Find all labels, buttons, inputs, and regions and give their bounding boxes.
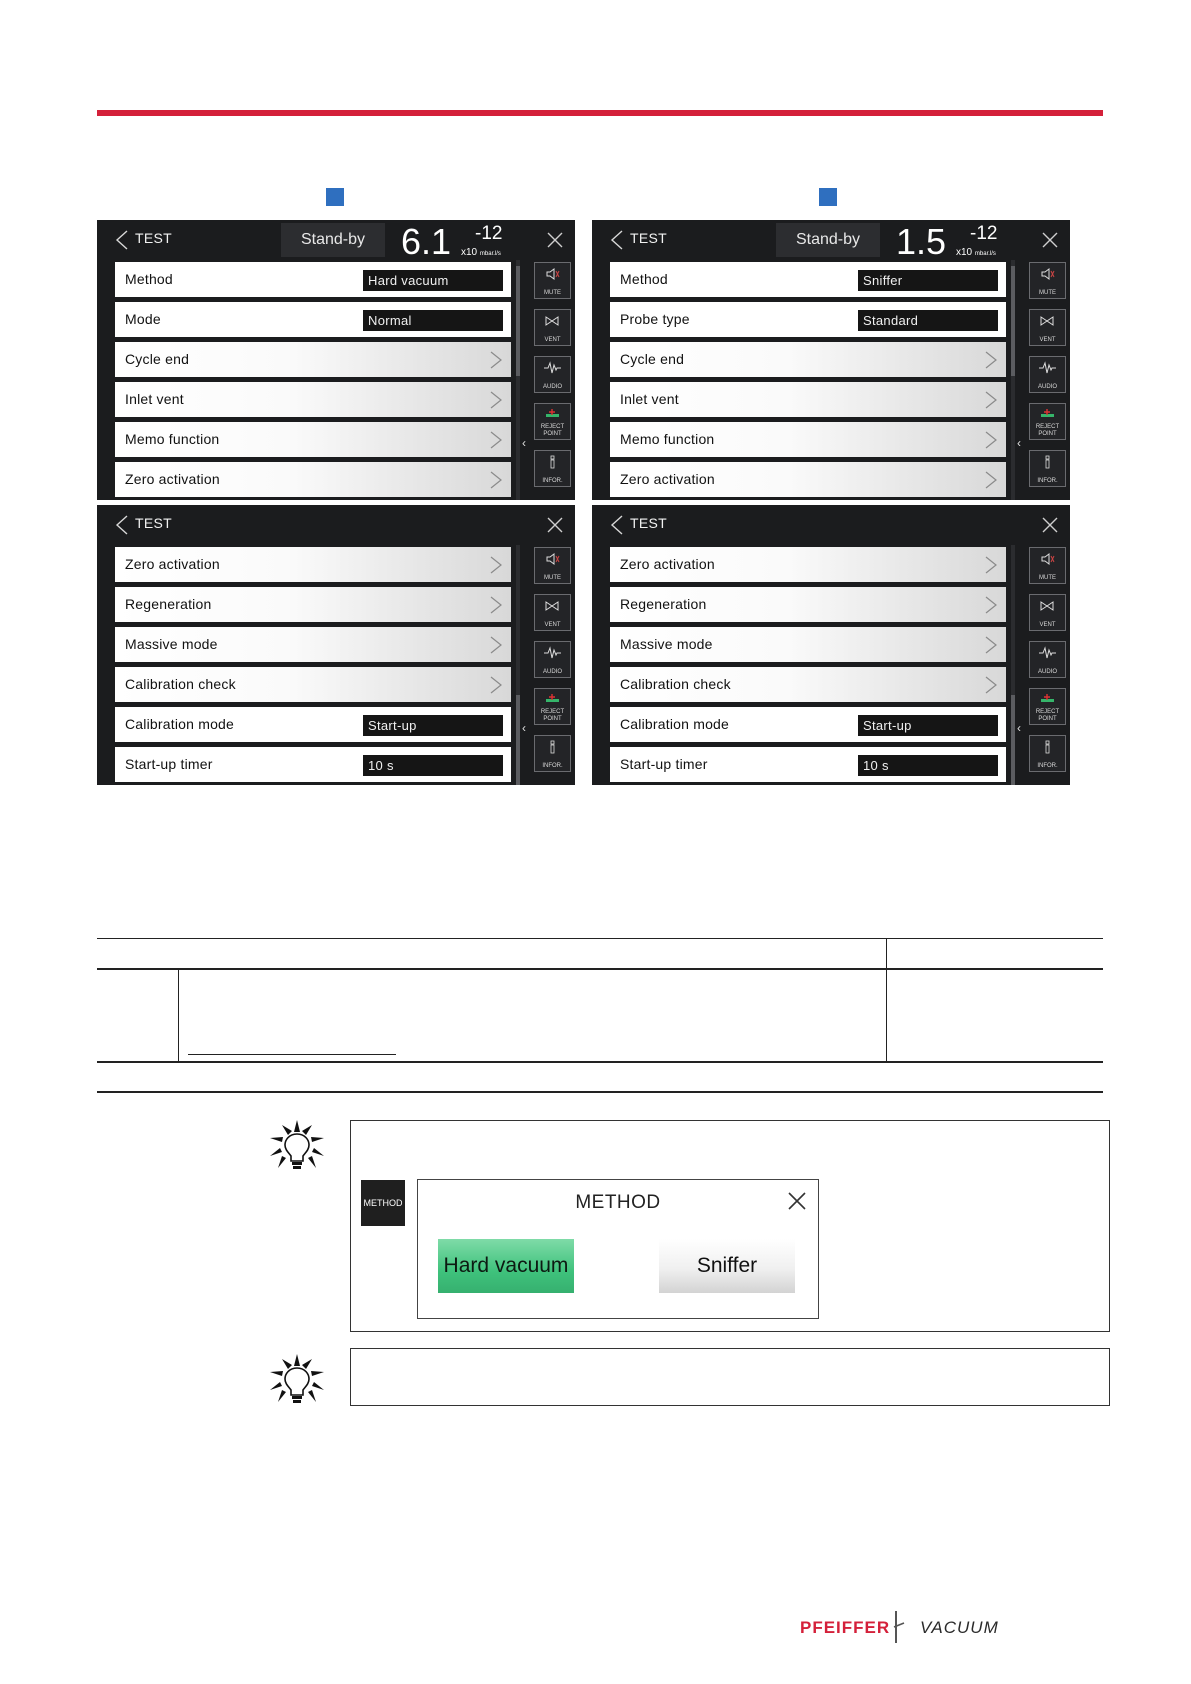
menu-row-label: Zero activation <box>620 556 715 572</box>
menu-row-label: Start-up timer <box>620 756 708 772</box>
menu-row-label: Start-up timer <box>125 756 213 772</box>
menu-row[interactable] <box>115 707 511 742</box>
info-button[interactable] <box>534 735 571 772</box>
menu-row[interactable] <box>610 302 1006 337</box>
vent-button[interactable] <box>534 309 571 346</box>
device-screen <box>97 220 575 500</box>
audio-button[interactable] <box>1029 356 1066 393</box>
menu-row-value[interactable]: 10 s <box>858 755 998 776</box>
info-icon <box>1030 739 1065 755</box>
screen-header <box>592 505 1070 545</box>
mute-icon <box>1030 266 1065 282</box>
menu-row-label: Zero activation <box>125 471 220 487</box>
menu-row[interactable] <box>610 587 1006 622</box>
screen-title: TEST <box>135 515 172 531</box>
close-icon[interactable] <box>1040 230 1060 250</box>
chevron-right-icon <box>489 470 503 490</box>
pfeiffer-vacuum-logo <box>800 1608 1010 1646</box>
leak-rate-exponent: -12 <box>475 223 503 244</box>
audio-icon <box>1030 360 1065 376</box>
side-button-label: VENT <box>544 621 561 628</box>
side-button-label: AUDIO <box>542 383 562 390</box>
menu-row-label: Memo function <box>125 431 220 447</box>
menu-row-label: Cycle end <box>125 351 190 367</box>
scrollbar[interactable] <box>516 260 520 500</box>
menu-row[interactable] <box>610 382 1006 417</box>
chevron-right-icon <box>984 555 998 575</box>
chevron-left-icon[interactable]: ‹ <box>1017 436 1021 450</box>
reject-point-icon <box>1030 407 1065 423</box>
mute-button[interactable] <box>1029 262 1066 299</box>
side-button-label: INFOR. <box>1037 477 1058 484</box>
menu-row[interactable] <box>115 302 511 337</box>
chevron-right-icon <box>984 675 998 695</box>
menu-row[interactable] <box>610 707 1006 742</box>
menu-row-label: Zero activation <box>125 556 220 572</box>
menu-row-label: Inlet vent <box>620 391 679 407</box>
info-button[interactable] <box>534 450 571 487</box>
menu-row[interactable] <box>610 547 1006 582</box>
back-arrow-icon[interactable] <box>608 513 632 537</box>
chevron-right-icon <box>489 390 503 410</box>
side-button-label: INFOR. <box>1037 762 1058 769</box>
side-button-label: REJECT POINT <box>1035 424 1060 437</box>
menu-row-label: Memo function <box>620 431 715 447</box>
mute-icon <box>535 266 570 282</box>
menu-row-value[interactable]: Start-up <box>858 715 998 736</box>
method-dialog-title: METHOD <box>575 1192 661 1213</box>
close-icon[interactable] <box>545 515 565 535</box>
logo-brand-left: PFEIFFER <box>800 1618 891 1637</box>
menu-row-value[interactable]: Start-up <box>363 715 503 736</box>
status-label: Stand-by <box>776 223 880 257</box>
vent-button[interactable] <box>1029 594 1066 631</box>
menu-row-value[interactable]: 10 s <box>363 755 503 776</box>
menu-row-label: Method <box>620 271 668 287</box>
menu-row-value[interactable]: Hard vacuum <box>363 270 503 291</box>
audio-icon <box>535 360 570 376</box>
menu-row-label: Calibration check <box>125 676 236 692</box>
menu-row-label: Calibration check <box>620 676 731 692</box>
screen-title: TEST <box>630 230 667 246</box>
side-button-label: VENT <box>544 336 561 343</box>
side-button-label: MUTE <box>1039 289 1056 296</box>
screen-header <box>97 220 575 260</box>
chevron-right-icon <box>489 635 503 655</box>
back-arrow-icon[interactable] <box>113 513 137 537</box>
side-button-label: MUTE <box>544 289 561 296</box>
menu-row[interactable] <box>115 462 511 497</box>
table-column-divider-left <box>178 969 179 1062</box>
mute-button[interactable] <box>534 547 571 584</box>
menu-row-label: Probe type <box>620 311 690 327</box>
chevron-right-icon <box>489 430 503 450</box>
scrollbar[interactable] <box>1011 260 1015 500</box>
audio-icon <box>535 645 570 661</box>
vent-icon <box>535 313 570 329</box>
status-label: Stand-by <box>281 223 385 257</box>
table-bottom-rule <box>97 1091 1103 1093</box>
reject-point-icon <box>535 692 570 708</box>
leak-rate-value: 6.1 <box>401 221 452 262</box>
chevron-right-icon <box>984 390 998 410</box>
table-top-rule <box>97 938 1103 939</box>
scrollbar-thumb[interactable] <box>1011 266 1015 376</box>
chevron-left-icon[interactable]: ‹ <box>522 436 526 450</box>
scrollbar[interactable] <box>516 545 520 785</box>
menu-row-label: Mode <box>125 311 161 327</box>
menu-row[interactable] <box>610 342 1006 377</box>
device-screen <box>592 220 1070 500</box>
info-button[interactable] <box>1029 450 1066 487</box>
table-column-divider <box>886 938 887 1062</box>
leak-rate-unit: x10 mbar.l/s <box>461 247 501 258</box>
header-rule <box>97 110 1103 116</box>
info-button[interactable] <box>1029 735 1066 772</box>
menu-row[interactable] <box>115 667 511 702</box>
device-screen <box>97 505 575 785</box>
mute-icon <box>1030 551 1065 567</box>
menu-row[interactable] <box>610 747 1006 782</box>
figure-marker-right <box>819 188 837 206</box>
hard-vacuum-option-button[interactable]: Hard vacuum <box>438 1239 574 1293</box>
chevron-left-icon[interactable]: ‹ <box>522 721 526 735</box>
menu-row-label: Massive mode <box>620 636 713 652</box>
menu-row-value[interactable]: Standard <box>858 310 998 331</box>
reject-point-button[interactable] <box>1029 688 1066 725</box>
back-arrow-icon[interactable] <box>113 228 137 252</box>
screen-header <box>592 220 1070 260</box>
mute-icon <box>535 551 570 567</box>
chevron-right-icon <box>489 555 503 575</box>
side-button-label: VENT <box>1039 336 1056 343</box>
table-link-underline <box>188 1054 396 1055</box>
table-header-rule <box>97 968 1103 970</box>
chevron-right-icon <box>984 635 998 655</box>
screen-title: TEST <box>135 230 172 246</box>
scrollbar[interactable] <box>1011 545 1015 785</box>
screen-title: TEST <box>630 515 667 531</box>
menu-row[interactable] <box>115 422 511 457</box>
menu-row-label: Massive mode <box>125 636 218 652</box>
menu-row[interactable] <box>610 627 1006 662</box>
device-screen <box>592 505 1070 785</box>
reject-point-icon <box>1030 692 1065 708</box>
audio-button[interactable] <box>1029 641 1066 678</box>
menu-row-value[interactable]: Sniffer <box>858 270 998 291</box>
menu-row[interactable] <box>115 747 511 782</box>
close-icon[interactable] <box>1040 515 1060 535</box>
menu-row[interactable] <box>610 667 1006 702</box>
menu-row[interactable] <box>115 627 511 662</box>
menu-row-value[interactable]: Normal <box>363 310 503 331</box>
scrollbar-thumb[interactable] <box>516 266 520 376</box>
menu-row[interactable] <box>115 587 511 622</box>
menu-row-label: Zero activation <box>620 471 715 487</box>
side-button-label: REJECT POINT <box>1035 709 1060 722</box>
logo-brand-right: VACUUM <box>920 1618 999 1637</box>
vent-icon <box>535 598 570 614</box>
chevron-left-icon[interactable]: ‹ <box>1017 721 1021 735</box>
menu-row-label: Regeneration <box>125 596 212 612</box>
side-button-label: REJECT POINT <box>540 424 565 437</box>
menu-row[interactable] <box>115 262 511 297</box>
lightbulb-tip-icon <box>268 1120 326 1172</box>
figure-marker-left <box>326 188 344 206</box>
vent-icon <box>1030 598 1065 614</box>
menu-row[interactable] <box>610 262 1006 297</box>
tip-box <box>350 1120 1110 1332</box>
vent-button[interactable] <box>534 594 571 631</box>
reject-point-button[interactable] <box>1029 403 1066 440</box>
sniffer-option-button[interactable]: Sniffer <box>659 1239 795 1293</box>
menu-row[interactable] <box>115 547 511 582</box>
menu-row[interactable] <box>115 342 511 377</box>
side-button-label: MUTE <box>1039 574 1056 581</box>
chevron-right-icon <box>489 675 503 695</box>
menu-row-label: Calibration mode <box>620 716 730 732</box>
tip-box-2 <box>350 1348 1110 1406</box>
menu-row[interactable] <box>610 422 1006 457</box>
audio-icon <box>1030 645 1065 661</box>
menu-row-label: Cycle end <box>620 351 685 367</box>
table-row-rule <box>97 1061 1103 1063</box>
vent-icon <box>1030 313 1065 329</box>
info-icon <box>535 454 570 470</box>
menu-row[interactable] <box>115 382 511 417</box>
leak-rate-value: 1.5 <box>896 221 947 262</box>
mute-button[interactable] <box>1029 547 1066 584</box>
leak-rate-exponent: -12 <box>970 223 998 244</box>
chevron-right-icon <box>984 595 998 615</box>
chevron-right-icon <box>984 470 998 490</box>
menu-row-label: Calibration mode <box>125 716 235 732</box>
reject-point-button[interactable] <box>534 688 571 725</box>
side-button-label: REJECT POINT <box>540 709 565 722</box>
leak-rate-unit: x10 mbar.l/s <box>956 247 996 258</box>
close-icon[interactable] <box>786 1190 808 1212</box>
scrollbar-thumb[interactable] <box>516 695 520 785</box>
scrollbar-thumb[interactable] <box>1011 695 1015 785</box>
info-icon <box>535 739 570 755</box>
side-button-label: MUTE <box>544 574 561 581</box>
audio-button[interactable] <box>534 641 571 678</box>
reject-point-button[interactable] <box>534 403 571 440</box>
chevron-right-icon <box>984 430 998 450</box>
audio-button[interactable] <box>534 356 571 393</box>
lightbulb-tip-icon <box>268 1354 326 1406</box>
logo-mark-icon <box>892 1609 906 1645</box>
menu-row-label: Regeneration <box>620 596 707 612</box>
reject-point-icon <box>535 407 570 423</box>
chevron-right-icon <box>489 595 503 615</box>
close-icon[interactable] <box>545 230 565 250</box>
method-dialog <box>417 1179 819 1319</box>
chevron-right-icon <box>984 350 998 370</box>
screen-header <box>97 505 575 545</box>
side-button-label: INFOR. <box>542 762 563 769</box>
menu-row[interactable] <box>610 462 1006 497</box>
side-button-label: INFOR. <box>542 477 563 484</box>
method-button[interactable]: METHOD <box>361 1180 405 1226</box>
menu-row-label: Method <box>125 271 173 287</box>
vent-button[interactable] <box>1029 309 1066 346</box>
menu-row-label: Inlet vent <box>125 391 184 407</box>
side-button-label: AUDIO <box>1037 383 1057 390</box>
info-icon <box>1030 454 1065 470</box>
mute-button[interactable] <box>534 262 571 299</box>
side-button-label: AUDIO <box>542 668 562 675</box>
side-button-label: VENT <box>1039 621 1056 628</box>
back-arrow-icon[interactable] <box>608 228 632 252</box>
side-button-label: AUDIO <box>1037 668 1057 675</box>
chevron-right-icon <box>489 350 503 370</box>
